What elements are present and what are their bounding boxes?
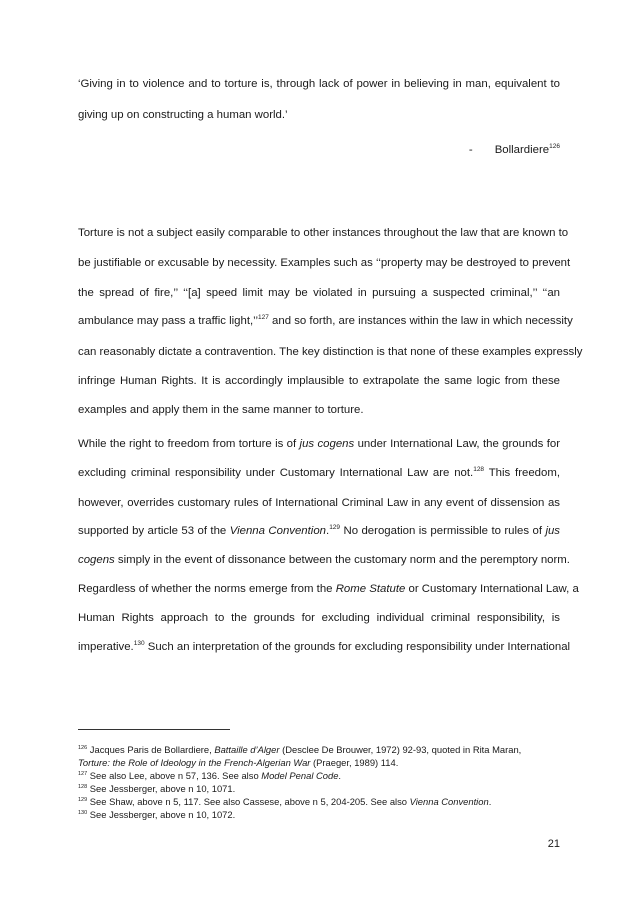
italic-term: Rome Statute — [335, 583, 406, 595]
italic-term: Torture: the Role of Ideology in the French-Algerian War — [78, 757, 311, 768]
footnote-130 — [78, 809, 560, 821]
text-run: Such an interpretation of the grounds for excluding responsibility under International — [144, 641, 571, 653]
footnote-number: 130 — [78, 810, 88, 816]
italic-term: jus cogens — [299, 438, 355, 450]
quote-line: ‘Giving in to violence and to torture is, through lack of power in believing in man, equivalent to — [78, 78, 560, 90]
quote-line: giving up on constructing a human world.’ — [78, 109, 288, 121]
text-run: . — [488, 796, 492, 807]
paragraph-line: infringe Human Rights. It is accordingly implausible to extrapolate the same logic from these — [78, 375, 560, 387]
attribution-name: Bollardiere — [494, 144, 550, 156]
paragraph-line — [78, 553, 570, 567]
paragraph-line: examples and apply them in the same manner to torture. — [78, 404, 364, 416]
footnote-separator — [78, 729, 230, 730]
italic-term: Vienna Convention — [409, 796, 489, 807]
paragraph-line — [78, 466, 560, 480]
paragraph-line — [78, 314, 573, 328]
text-run: excluding criminal responsibility under Customary International Law are not. — [78, 467, 474, 479]
text-run: simply in the event of dissonance between the customary norm and the peremptory norm. — [114, 554, 570, 566]
footnote-number: 129 — [78, 797, 88, 803]
footnote-129 — [78, 796, 560, 808]
paragraph-line — [78, 640, 571, 654]
italic-term: Battaille d’Alger — [214, 744, 280, 755]
italic-term: Model Penal Code — [261, 770, 339, 781]
attribution-dash: - — [468, 144, 473, 156]
quote-attribution — [469, 144, 560, 156]
paragraph-line — [78, 524, 560, 538]
text-run: or Customary International Law, a — [405, 583, 579, 595]
footnote-ref: 127 — [258, 314, 269, 321]
paragraph-line: however, overrides customary rules of International Criminal Law in any event of dissension as — [78, 497, 560, 509]
text-run: This freedom, — [484, 467, 561, 479]
page-number: 21 — [547, 838, 560, 850]
footnote-number: 127 — [78, 771, 88, 777]
footnote-ref: 130 — [133, 640, 145, 647]
text-run: (Praeger, 1989) 114. — [310, 757, 399, 768]
text-run: . — [326, 525, 330, 537]
text-run: No derogation is permissible to rules of — [340, 525, 546, 537]
footnote-ref: 128 — [473, 466, 485, 473]
text-run: See Jessberger, above n 10, 1072. — [87, 809, 236, 820]
footnote-number: 128 — [78, 784, 88, 790]
text-run: ambulance may pass a traffic light,’’ — [78, 315, 259, 327]
footnote-ref: 126 — [549, 143, 560, 150]
footnote-128 — [78, 783, 560, 795]
footnote-126-continued — [78, 757, 560, 769]
text-run: While the right to freedom from torture is of — [78, 438, 300, 450]
text-run: See also Lee, above n 57, 136. See also — [87, 770, 262, 781]
text-run: supported by article 53 of the — [78, 525, 230, 537]
paragraph-line: be justifiable or excusable by necessity. Examples such as ‘‘property may be destroyed to prevent — [78, 257, 571, 269]
text-run: imperative. — [78, 641, 134, 653]
paragraph-line — [78, 437, 560, 451]
text-run: Jacques Paris de Bollardiere, — [87, 744, 215, 755]
paragraph-line — [78, 582, 579, 596]
text-run: (Desclee De Brouwer, 1972) 92-93, quoted in Rita Maran, — [279, 744, 522, 755]
text-run: under International Law, the grounds for — [354, 438, 560, 450]
footnote-ref: 129 — [329, 524, 341, 531]
text-run: Regardless of whether the norms emerge from the — [78, 583, 336, 595]
text-run: . — [338, 770, 342, 781]
text-run: and so forth, are instances within the law in which necessity — [268, 315, 573, 327]
italic-term: jus — [545, 525, 560, 537]
paragraph-line: Torture is not a subject easily comparable to other instances throughout the law that are known to — [78, 227, 569, 239]
footnote-127 — [78, 770, 560, 782]
paragraph-line: Human Rights approach to the grounds for excluding individual criminal responsibility, is — [78, 612, 560, 624]
footnote-126 — [78, 744, 560, 756]
footnote-number: 126 — [78, 745, 88, 751]
text-run: See Jessberger, above n 10, 1071. — [87, 783, 236, 794]
italic-term: cogens — [78, 554, 115, 566]
paragraph-line: the spread of fire,’’ ‘‘[a] speed limit may be violated in pursuing a suspected criminal,’’ ‘‘an — [78, 287, 560, 299]
text-run: See Shaw, above n 5, 117. See also Cassese, above n 5, 204-205. See also — [87, 796, 410, 807]
paragraph-line: can reasonably dictate a contravention. The key distinction is that none of these examples expressly — [78, 346, 583, 358]
italic-term: Vienna Convention — [229, 525, 327, 537]
